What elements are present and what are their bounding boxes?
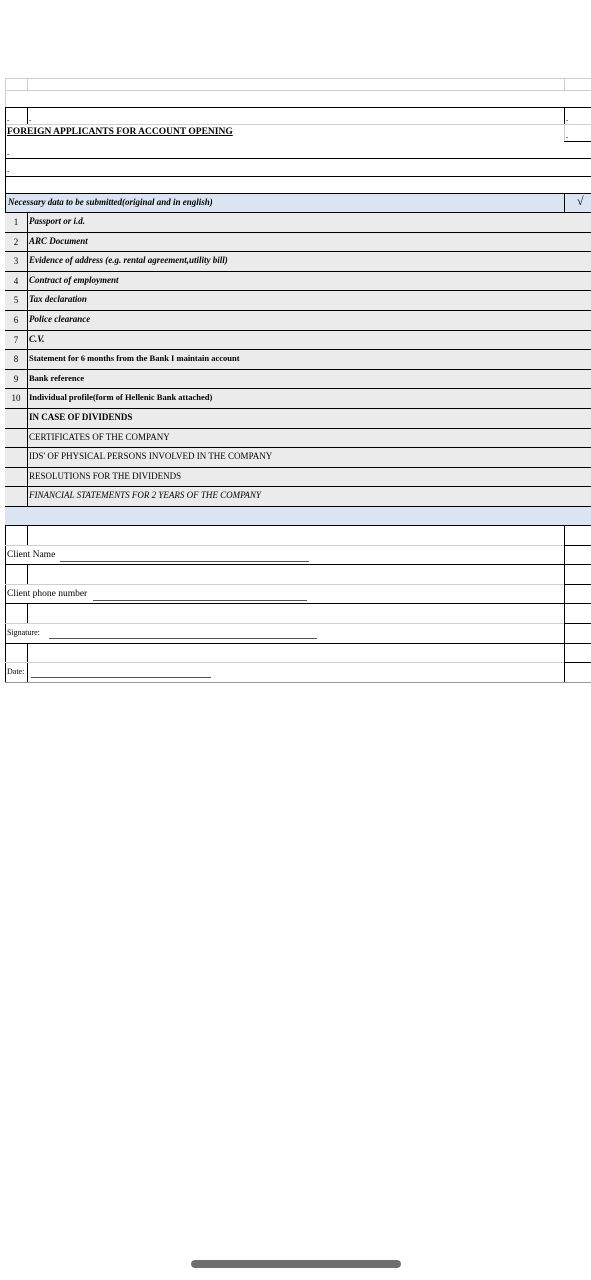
- grid-line: [5, 682, 591, 683]
- grid-line: [5, 158, 591, 159]
- dividends-item-text: RESOLUTIONS FOR THE DIVIDENDS: [29, 471, 182, 481]
- grid-line: [5, 467, 591, 468]
- grid-line: [5, 271, 591, 272]
- grid-line: [5, 545, 591, 546]
- grid-line: [5, 193, 591, 194]
- checklist-header-label: Necessary data to be submitted(original and in english): [8, 197, 213, 207]
- grid-line: [564, 662, 591, 663]
- grid-line: [5, 408, 591, 409]
- item-number: 4: [13, 276, 19, 286]
- grid-line: [5, 447, 591, 448]
- item-number: 8: [13, 354, 19, 364]
- section-spacer-row: [5, 506, 591, 525]
- item-number: 1: [13, 217, 19, 227]
- grid-line: [27, 310, 28, 330]
- marker-dash: -: [566, 116, 569, 124]
- grid-line: [5, 251, 591, 252]
- grid-line: [5, 388, 591, 389]
- grid-line: [5, 176, 591, 177]
- marker-dash: -: [566, 133, 569, 141]
- dividends-item-text: CERTIFICATES OF THE COMPANY: [29, 432, 170, 442]
- grid-line: [27, 271, 28, 291]
- grid-line: [5, 564, 591, 565]
- grid-line: [27, 467, 28, 487]
- item-number: 6: [13, 315, 19, 325]
- grid-line: [5, 506, 591, 507]
- dividends-item-text: FINANCIAL STATEMENTS FOR 2 YEARS OF THE COMPANY: [29, 490, 261, 500]
- grid-line: [5, 486, 591, 487]
- item-number: 2: [13, 237, 19, 247]
- item-number: 3: [13, 256, 19, 266]
- grid-line: [5, 124, 591, 125]
- grid-line: [564, 78, 565, 90]
- grid-line: [27, 486, 28, 506]
- grid-line: [5, 643, 591, 644]
- client-name-label: Client Name: [7, 550, 56, 560]
- checklist-row: [5, 212, 591, 232]
- home-indicator[interactable]: [191, 1260, 401, 1268]
- grid-line: [27, 212, 28, 232]
- checklist-item-text: Contract of employment: [29, 275, 119, 285]
- grid-line: [564, 107, 565, 124]
- grid-line: [27, 290, 28, 310]
- grid-line: [5, 584, 591, 585]
- grid-line: [5, 90, 591, 91]
- item-number: 9: [13, 374, 19, 384]
- grid-line: [27, 232, 28, 252]
- grid-line: [564, 545, 591, 546]
- grid-line: [5, 310, 591, 311]
- grid-line: [5, 290, 591, 291]
- grid-line: [27, 447, 28, 467]
- date-label: Date:: [7, 667, 25, 676]
- checklist-item-text: Evidence of address (e.g. rental agreement,utility bill): [29, 255, 228, 265]
- document-title: FOREIGN APPLICANTS FOR ACCOUNT OPENING: [7, 127, 233, 137]
- grid-line: [5, 107, 6, 194]
- grid-line: [5, 369, 591, 370]
- check-mark-icon: √: [577, 194, 584, 208]
- client-phone-label: Client phone number: [7, 589, 88, 599]
- grid-line: [5, 525, 591, 526]
- grid-line: [5, 107, 591, 108]
- signature-label: Signature:: [7, 628, 40, 637]
- grid-line: [27, 564, 28, 584]
- grid-line: [5, 603, 591, 604]
- grid-line: [5, 232, 591, 233]
- dividends-heading: IN CASE OF DIVIDENDS: [29, 412, 133, 422]
- item-number: 5: [13, 295, 19, 305]
- checklist-row: [5, 330, 591, 350]
- checklist-item-text: C.V.: [29, 334, 45, 344]
- checklist-row: [5, 310, 591, 330]
- grid-line: [27, 603, 28, 623]
- checklist-item-text: Individual profile(form of Hellenic Bank attached): [29, 392, 213, 402]
- checklist-item-text: ARC Document: [29, 236, 88, 246]
- checklist-row: [5, 232, 591, 252]
- marker-dash: -: [7, 116, 10, 124]
- grid-line: [27, 349, 28, 369]
- grid-line: [564, 584, 591, 585]
- date-line[interactable]: [31, 677, 211, 678]
- grid-line: [27, 408, 28, 428]
- checklist-row: [5, 369, 591, 389]
- checklist-item-text: Tax declaration: [29, 294, 87, 304]
- item-number: 10: [11, 393, 21, 403]
- marker-dash: -: [7, 167, 10, 175]
- grid-line: [5, 212, 591, 213]
- grid-line: [5, 662, 591, 663]
- client-phone-line[interactable]: [93, 600, 307, 601]
- grid-line: [5, 428, 591, 429]
- grid-line: [27, 107, 28, 124]
- grid-line: [27, 388, 28, 408]
- grid-line: [27, 369, 28, 389]
- signature-line[interactable]: [49, 638, 317, 639]
- grid-line: [5, 330, 591, 331]
- marker-dash: -: [29, 116, 32, 124]
- grid-line: [5, 349, 591, 350]
- grid-line: [5, 623, 591, 624]
- checklist-item-text: Bank reference: [29, 373, 85, 383]
- grid-line: [27, 428, 28, 448]
- grid-line: [564, 124, 565, 142]
- grid-line: [27, 330, 28, 350]
- checklist-row: [5, 290, 591, 310]
- grid-line: [27, 78, 28, 90]
- item-number: 7: [13, 335, 19, 345]
- dividends-item-text: IDS' OF PHYSICAL PERSONS INVOLVED IN THE COMPANY: [29, 451, 273, 461]
- checklist-item-text: Passport or i.d.: [29, 216, 86, 226]
- grid-line: [564, 141, 591, 142]
- grid-line: [5, 78, 591, 79]
- marker-dash: -: [7, 150, 10, 158]
- grid-line: [27, 525, 28, 545]
- grid-line: [564, 623, 591, 624]
- client-name-line[interactable]: [60, 561, 309, 562]
- grid-line: [5, 78, 6, 108]
- checklist-item-text: Police clearance: [29, 314, 91, 324]
- grid-line: [27, 251, 28, 271]
- checklist-item-text: Statement for 6 months from the Bank I maintain account: [29, 353, 240, 363]
